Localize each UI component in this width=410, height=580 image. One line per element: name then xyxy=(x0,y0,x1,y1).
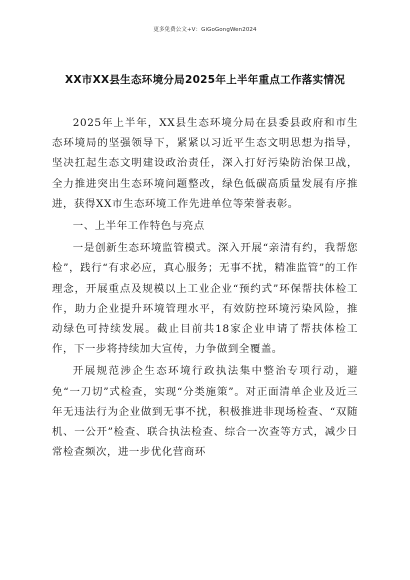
document-title: XX市XX县生态环境分局2025年上半年重点工作落实情况 xyxy=(64,74,345,86)
header-note: 更多免费公文+V：GiGoGongWen2024 xyxy=(153,27,257,33)
paragraph-enforcement: 开展规范涉企生态环境行政执法集中整治专项行动，避免“一刀切”式检查，实现“分类施策”。对正面清单企业及近三年无违法行为企业做到无事不扰，积极推进非现场检查、“双随机、一公开”检查、联合执法检查、综合一次查等方式，减少日常检查频次，进一步优化营商环 xyxy=(52,365,358,459)
section-heading: 一、上半年工作特色与亮点 xyxy=(72,220,205,233)
document-body xyxy=(52,113,358,464)
paragraph-intro: 2025年上半年，XX县生态环境分局在县委县政府和市生态环境局的坚强领导下，紧紧以习近平生态文明思想为指导，坚决扛起生态文明建设政治责任，深入打好污染防治保卫战，全力推进突出生态环境问题整改，绿色低碳高质量发展有序推进，获得XX市生态环境工作先进单位等荣誉表彰。 xyxy=(52,117,358,210)
paragraph-item-one: 一是创新生态环境监管模式。深入开展“亲清有约，我帮您检”，践行“有求必应，真心服务；无事不扰，精准监管”的工作理念，开展重点及规模以上工业企业“预约式”环保帮扶体检工作，助力企业提升环境管理水平，有效防控环境污染风险，推动绿色可持续发展。截止目前共18家企业申请了帮扶体检工作，下一步将持续加大宣传，力争做到全覆盖。 xyxy=(52,242,358,356)
